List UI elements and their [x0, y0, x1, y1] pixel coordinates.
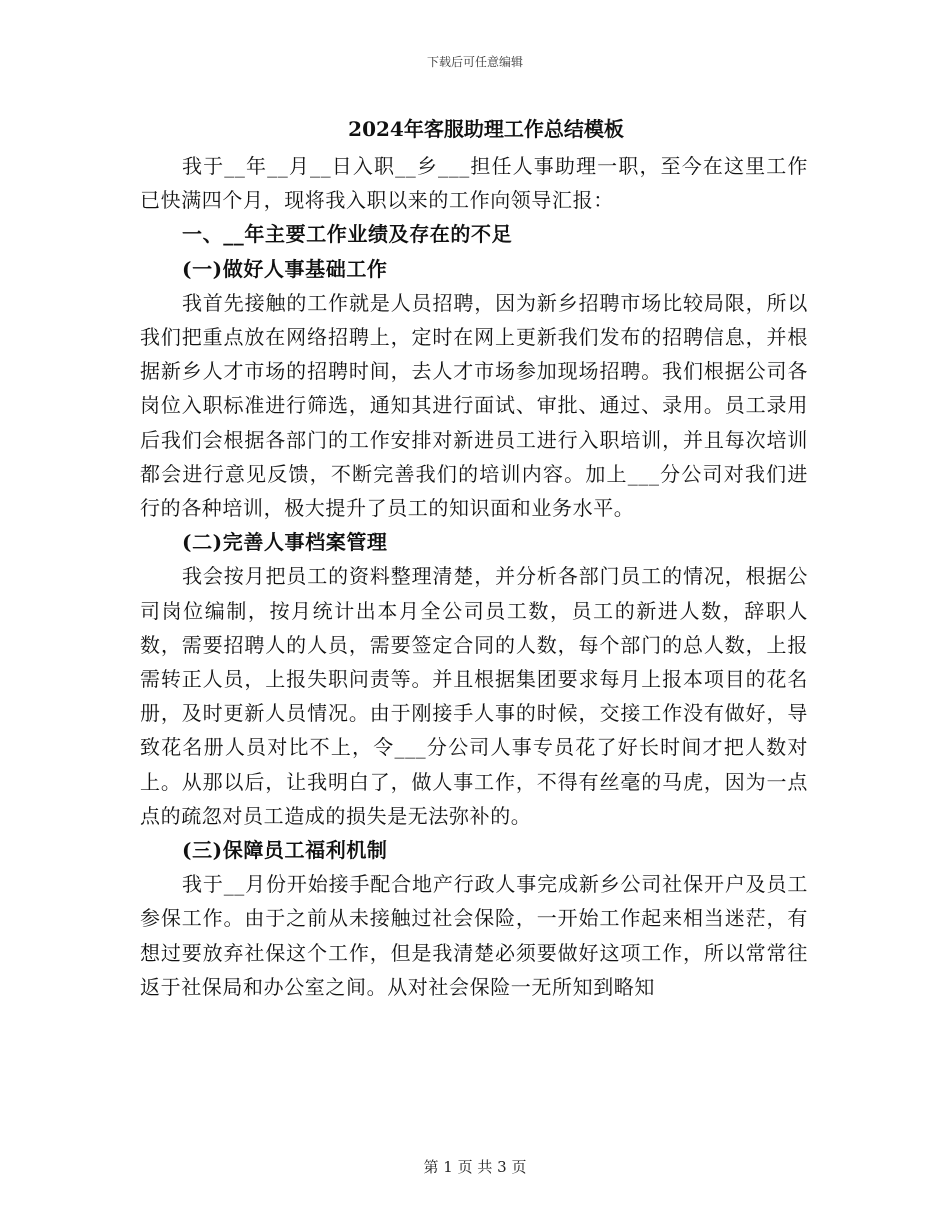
header-note: 下载后可任意编辑: [426, 55, 523, 69]
subsection-3-paragraph: 我于__月份开始接手配合地产行政人事完成新乡公司社保开户及员工参保工作。由于之前从未接触过社会保险，一开始工作起来相当迷茫，有想过要放弃社保这个工作，但是我清楚必须要做好这项工作，所以常常往返于社保局和办公室之间。从对社会保险一无所知到略知: [140, 872, 808, 999]
subsection-1-paragraph: 我首先接触的工作就是人员招聘，因为新乡招聘市场比较局限，所以我们把重点放在网络招聘上，定时在网上更新我们发布的招聘信息，并根据新乡人才市场的招聘时间，去人才市场参加现场招聘。我们根据公司各岗位入职标准进行筛选，通知其进行面试、审批、通过、录用。员工录用后我们会根据各部门的工作安排对新进员工进行入职培训，并且每次培训都会进行意见反馈，不断完善我们的培训内容。加上___分公司对我们进行的各种培训，极大提升了员工的知识面和业务水平。: [140, 290, 808, 521]
subsection-2-heading: (二)完善人事档案管理: [182, 530, 388, 555]
section-1-heading: 一、__年主要工作业绩及存在的不足: [182, 222, 513, 247]
page-number: 第 1 页 共 3 页: [423, 1158, 527, 1176]
document-body: [140, 112, 808, 1004]
intro-paragraph: 我于__年__月__日入职__乡___担任人事助理一职，至今在这里工作已快满四个月，现将我入职以来的工作向领导汇报：: [140, 154, 808, 213]
subsection-3-heading: (三)保障员工福利机制: [182, 838, 388, 863]
document-title: 2024年客服助理工作总结模板: [348, 117, 624, 141]
subsection-1-heading: (一)做好人事基础工作: [182, 256, 388, 281]
subsection-2-paragraph: 我会按月把员工的资料整理清楚，并分析各部门员工的情况，根据公司岗位编制，按月统计出本月全公司员工数，员工的新进人数，辞职人数，需要招聘人的人员，需要签定合同的人数，每个部门的总人数，上报需转正人员，上报失职问责等。并且根据集团要求每月上报本项目的花名册，及时更新人员情况。由于刚接手人事的时候，交接工作没有做好，导致花名册人员对比不上，令___分公司人事专员花了好长时间才把人数对上。从那以后，让我明白了，做人事工作，不得有丝毫的马虎，因为一点点的疏忽对员工造成的损失是无法弥补的。: [140, 564, 808, 828]
